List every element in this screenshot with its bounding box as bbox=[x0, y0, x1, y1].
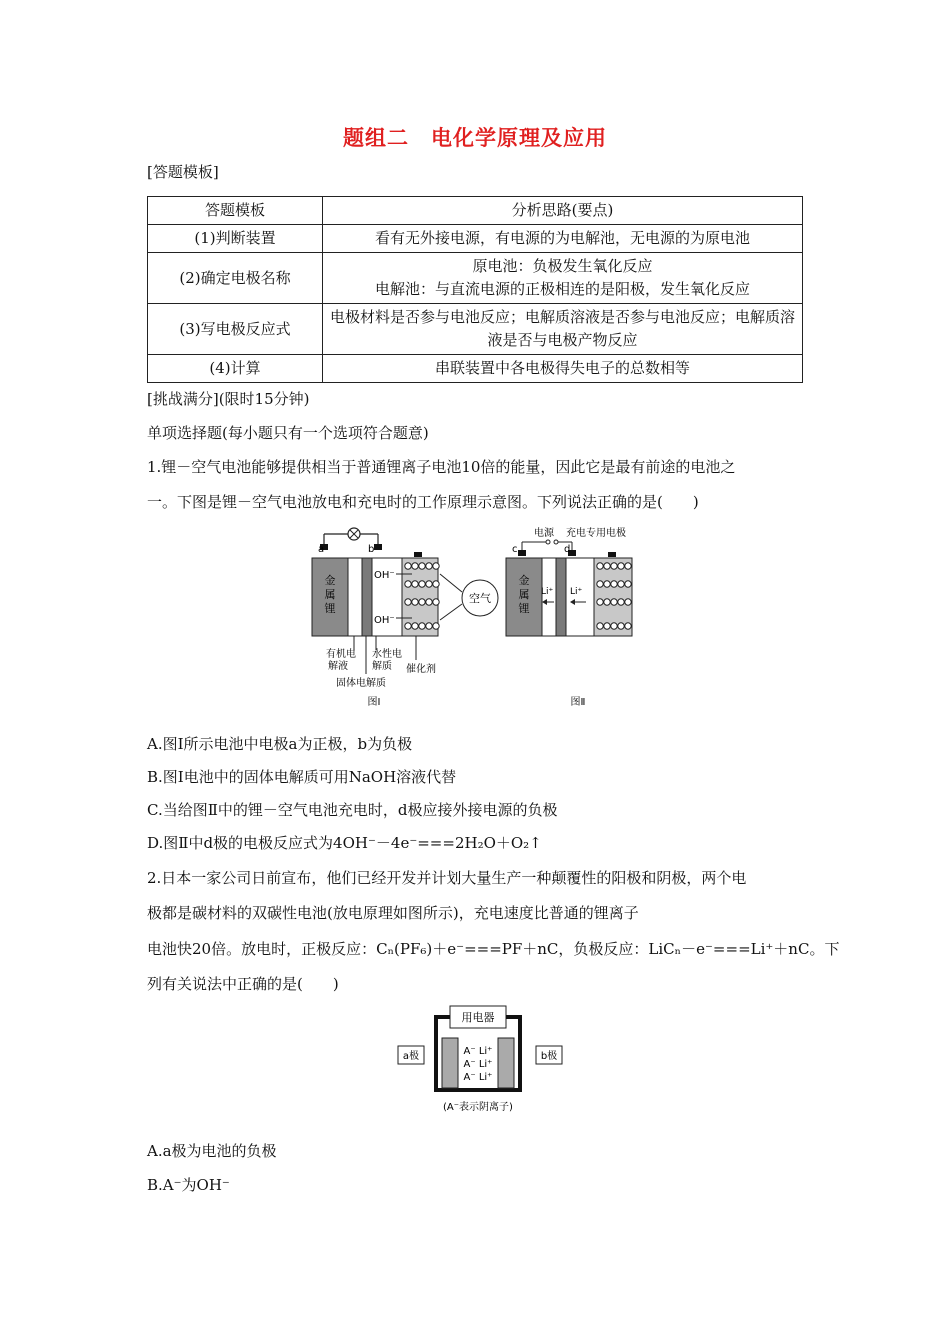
a-pole-label: a极 bbox=[402, 1051, 420, 1062]
table-cell-points: 电极材料是否参与电池反应；电解质溶液是否参与电池反应；电解质溶液是否与电极产物反应 bbox=[323, 304, 803, 355]
b-pole-label: b极 bbox=[540, 1051, 558, 1062]
template-label: [答题模板] bbox=[147, 163, 219, 181]
ion-label: A⁻ Li⁺ bbox=[463, 1072, 493, 1083]
question-2-line: 2.日本一家公司日前宣布，他们已经开发并计划大量生产一种颠覆性的阳极和阴极，两个电 bbox=[147, 869, 747, 887]
answer-option: A.a极为电池的负极 bbox=[147, 1142, 277, 1160]
question-2-line: 列有关说法中正确的是( ) bbox=[147, 975, 339, 993]
answer-option: D.图Ⅱ中d极的电极反应式为4OH⁻－4e⁻===2H₂O＋O₂↑ bbox=[147, 834, 542, 852]
air-label: 空气 bbox=[469, 592, 491, 605]
metal-lithium-label: 属 bbox=[324, 588, 336, 601]
table-cell-step: (2)确定电极名称 bbox=[148, 253, 323, 304]
charging-electrode-label: 充电专用电极 bbox=[566, 528, 626, 539]
page-title: 题组二 电化学原理及应用 bbox=[343, 126, 607, 150]
oh-ion-label: OH⁻ bbox=[374, 615, 395, 626]
table-point-line: 电解池：与直流电源的正极相连的是阳极，发生氧化反应 bbox=[374, 280, 750, 298]
table-cell-step: (4)计算 bbox=[148, 355, 323, 383]
question-2-line: 极都是碳材料的双碳性电池(放电原理如图所示)，充电速度比普通的锂离子 bbox=[147, 904, 639, 922]
answer-template-table bbox=[147, 196, 803, 383]
answer-option: C.当给图Ⅱ中的锂－空气电池充电时，d极应接外接电源的负极 bbox=[147, 801, 558, 819]
ion-label: A⁻ Li⁺ bbox=[463, 1046, 493, 1057]
electrode-b-label: b bbox=[368, 544, 375, 555]
table-point-line: 原电池：负极发生氧化反应 bbox=[472, 257, 653, 275]
table-row bbox=[148, 253, 803, 304]
table-cell-points: 看有无外接电源，有电源的为电解池，无电源的为原电池 bbox=[323, 225, 803, 253]
answer-option: B.图Ⅰ电池中的固体电解质可用NaOH溶液代替 bbox=[147, 768, 457, 786]
challenge-label: [挑战满分](限时15分钟) bbox=[147, 390, 310, 408]
aqueous-electrolyte-label: 水性电 bbox=[372, 649, 402, 660]
catalyst-label: 催化剂 bbox=[406, 664, 436, 675]
table-row bbox=[148, 304, 803, 355]
metal-lithium-label: 属 bbox=[518, 588, 530, 601]
table-row bbox=[148, 355, 803, 383]
power-source-label: 电源 bbox=[534, 528, 554, 539]
ion-label: A⁻ Li⁺ bbox=[463, 1059, 493, 1070]
table-row bbox=[148, 225, 803, 253]
figure-2-diagram bbox=[500, 522, 640, 712]
figure-3-diagram bbox=[390, 1002, 570, 1120]
question-2-line: 电池快20倍。放电时，正极反应：Cₙ(PF₆)＋e⁻===PF＋nC，负极反应：LiCₙ－e⁻===Li⁺＋nC。下 bbox=[147, 940, 840, 958]
question-1-line: 1.锂－空气电池能够提供相当于普通锂离子电池10倍的能量，因此它是最有前途的电池之 bbox=[147, 458, 736, 476]
electrode-d-label: d bbox=[564, 544, 571, 555]
table-header: 答题模板 bbox=[148, 197, 323, 225]
figure-2-caption: 图Ⅱ bbox=[570, 697, 586, 708]
answer-option: A.图Ⅰ所示电池中电极a为正极，b为负极 bbox=[147, 735, 413, 753]
lithium-ion-label: Li⁺ bbox=[541, 587, 554, 597]
solid-electrolyte-label: 固体电解质 bbox=[336, 678, 386, 689]
question-1-line: 一。下图是锂－空气电池放电和充电时的工作原理示意图。下列说法正确的是( ) bbox=[147, 493, 699, 511]
figure-1-diagram bbox=[306, 522, 491, 712]
aqueous-electrolyte-label: 解质 bbox=[372, 661, 392, 672]
table-cell-points: 串联装置中各电极得失电子的总数相等 bbox=[323, 355, 803, 383]
figure-1-caption: 图Ⅰ bbox=[367, 697, 381, 708]
oh-ion-label: OH⁻ bbox=[374, 570, 395, 581]
organic-electrolyte-label: 有机电 bbox=[326, 649, 356, 660]
table-header-row bbox=[148, 197, 803, 225]
metal-lithium-label: 锂 bbox=[518, 602, 530, 615]
table-header: 分析思路(要点) bbox=[323, 197, 803, 225]
table-cell-step: (3)写电极反应式 bbox=[148, 304, 323, 355]
table-cell-step: (1)判断装置 bbox=[148, 225, 323, 253]
metal-lithium-label: 锂 bbox=[324, 602, 336, 615]
table-cell-points bbox=[323, 253, 803, 304]
metal-lithium-label: 金 bbox=[324, 574, 336, 587]
section-label: 单项选择题(每小题只有一个选项符合题意) bbox=[147, 424, 429, 442]
answer-option: B.A⁻为OH⁻ bbox=[147, 1176, 230, 1194]
lithium-ion-label: Li⁺ bbox=[570, 587, 583, 597]
figure-3-caption: (A⁻表示阴离子) bbox=[443, 1102, 513, 1113]
organic-electrolyte-label: 解液 bbox=[328, 661, 348, 672]
metal-lithium-label: 金 bbox=[518, 574, 530, 587]
electrode-c-label: c bbox=[512, 544, 518, 555]
device-label: 用电器 bbox=[461, 1011, 495, 1024]
electrode-a-label: a bbox=[318, 544, 325, 555]
